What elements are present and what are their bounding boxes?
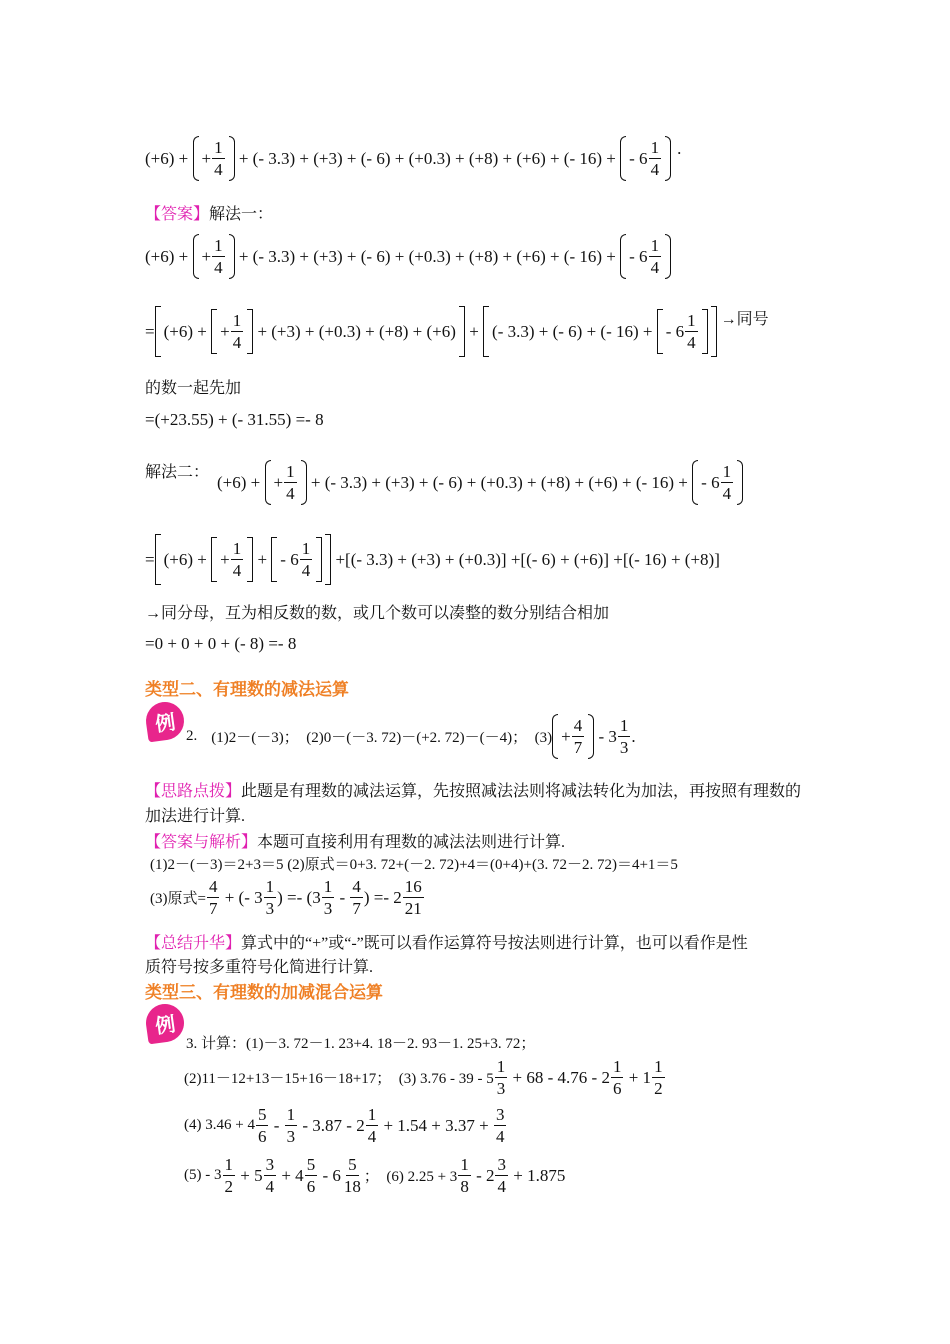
fraction: $\frac{1}{4}$ (232, 539, 242, 580)
grouped-expression: = (+6) + + $\frac{1}{4}$ + (+3) + (+0.3) + (+8) + (+6) + (- 3.3) + (- 6) + (- 16) + - 6 $\frac{1}{4}$ →同号 (145, 306, 769, 357)
fraction: $\frac{3}{4}$ (495, 1105, 505, 1146)
solution-line-3: (3)原式= $\frac{4}{7}$ + (- 3 $\frac{1}{3}$ ) =- (3 $\frac{1}{3}$ - $\frac{4}{7}$ ) =- 2 $\frac{16}{21}$ (150, 877, 422, 918)
fraction: $\frac{16}{21}$ (404, 877, 422, 918)
fraction: $\frac{4}{7}$ (573, 716, 583, 757)
fraction: $\frac{1}{4}$ (367, 1105, 377, 1146)
fraction: $\frac{1}{4}$ (214, 138, 223, 179)
fraction: $\frac{3}{4}$ (497, 1155, 506, 1196)
fraction: $\frac{1}{4}$ (650, 236, 660, 277)
example-badge: 例 (144, 1002, 187, 1045)
fraction: $\frac{1}{3}$ (323, 877, 333, 918)
fraction: $\frac{5}{6}$ (257, 1105, 267, 1146)
method-2-expression: 解法二： (+6) + + $\frac{1}{4}$ + (- 3.3) + (+3) + (- 6) + (+0.3) + (+8) + (+6) + (- 16) + - 6 $\frac{1}{4}$ (145, 460, 743, 505)
solution-heading: 【答案与解析】本题可直接利用有理数的减法法则进行计算. (145, 834, 566, 851)
question-3-line-1: 3. 计算：(1)－3. 72－1. 23+4. 18－2. 93－1. 25+3. 72； (186, 1036, 536, 1052)
fraction: $\frac{1}{4}$ (722, 462, 732, 503)
paren-group: - 6 $\frac{1}{4}$ (620, 136, 671, 181)
summary-line-1: 【总结升华】算式中的“+”或“-”既可以看作运算符号按法则进行计算，也可以看作是性 (145, 935, 748, 952)
question-3-line-2: (2)11－12+13－15+16－18+17； (3) 3.76 - 39 - 5 $\frac{1}{3}$ + 68 - 4.76 - 2 $\frac{1}{6}$ + 1 $\frac{1}{2}$ (184, 1057, 663, 1098)
hint-line-1: 【思路点拨】此题是有理数的减法运算，先按照减法法则将减法转化为加法，再按照有理数的 (145, 783, 802, 800)
summary-line-2: 质符号按多重符号化简进行计算. (145, 959, 374, 976)
fraction: $\frac{5}{18}$ (343, 1155, 361, 1196)
section-3-heading: 类型三、有理数的加减混合运算 (145, 983, 383, 1003)
fraction: $\frac{1}{8}$ (460, 1155, 469, 1196)
answer-heading: 【答案】解法一： (145, 206, 274, 223)
fraction: $\frac{4}{7}$ (352, 877, 361, 918)
result-2: =0 + 0 + 0 + (- 8) =- 8 (145, 634, 297, 653)
answer-expression: (+6) + + $\frac{1}{4}$ + (- 3.3) + (+3) + (- 6) + (+0.3) + (+8) + (+6) + (- 16) + - 6 $\frac{1}{4}$ (145, 234, 671, 279)
problem-expression: (+6) + + $\frac{1}{4}$ + (- 3.3) + (+3) + (- 6) + (+0.3) + (+8) + (+6) + (- 16) + - 6 $\frac{1}{4}$ . (145, 138, 682, 179)
fraction: $\frac{1}{4}$ (232, 311, 242, 352)
fraction: $\frac{1}{2}$ (654, 1057, 663, 1098)
fraction: $\frac{1}{4}$ (650, 138, 660, 179)
fraction: $\frac{1}{4}$ (301, 539, 311, 580)
fraction: $\frac{1}{4}$ (687, 311, 696, 352)
fraction: $\frac{1}{3}$ (265, 877, 275, 918)
fraction: $\frac{4}{7}$ (208, 877, 218, 918)
fraction: $\frac{1}{4}$ (286, 462, 295, 503)
fraction: $\frac{1}{3}$ (496, 1057, 506, 1098)
section-2-heading: 类型二、有理数的减法运算 (145, 680, 349, 700)
question-3-line-4: (5) - 3 $\frac{1}{2}$ + 5 $\frac{3}{4}$ + 4 $\frac{5}{6}$ - 6 $\frac{5}{18}$ ； (6) 2.25 + 3 $\frac{1}{8}$ - 2 $\frac{3}{4}$ + 1.875 (184, 1155, 566, 1196)
note-1: 的数一起先加 (145, 380, 242, 397)
question-2: 2. (1)2－(－3)； (2)0－(－3. 72)－(+2. 72)－(－4)； (3) + $\frac{4}{7}$ - 3 $\frac{1}{3}$ . (186, 716, 636, 757)
note-2: →同分母，互为相反数的数，或几个数可以凑整的数分别结合相加 (145, 605, 610, 622)
paren-group: + $\frac{1}{4}$ (193, 136, 235, 181)
method-2-grouped: = (+6) + + $\frac{1}{4}$ + - 6 $\frac{1}{4}$ +[(- 3.3) + (+3) + (+0.3)] +[(- 6) + (+6)] +[(- 16) + (+8)] (145, 534, 720, 585)
solution-line-1: (1)2－(－3)＝2+3＝5 (2)原式＝0+3. 72+(－2. 72)+4＝(0+4)+(3. 72－2. 72)＝4+1＝5 (150, 857, 678, 873)
fraction: $\frac{1}{3}$ (619, 716, 629, 757)
example-badge: 例 (144, 700, 187, 743)
fraction: $\frac{1}{3}$ (286, 1105, 296, 1146)
result-1: =(+23.55) + (- 31.55) =- 8 (145, 410, 324, 429)
fraction: $\frac{3}{4}$ (265, 1155, 275, 1196)
question-3-line-3: (4) 3.46 + 4 $\frac{5}{6}$ - $\frac{1}{3}$ - 3.87 - 2 $\frac{1}{4}$ + 1.54 + 3.37 + $\frac{3}{4}$ (184, 1105, 505, 1146)
fraction: $\frac{1}{6}$ (612, 1057, 622, 1098)
fraction: $\frac{5}{6}$ (306, 1155, 316, 1196)
fraction: $\frac{1}{2}$ (224, 1155, 233, 1196)
fraction: $\frac{1}{4}$ (214, 236, 223, 277)
hint-line-2: 加法进行计算. (145, 808, 246, 825)
